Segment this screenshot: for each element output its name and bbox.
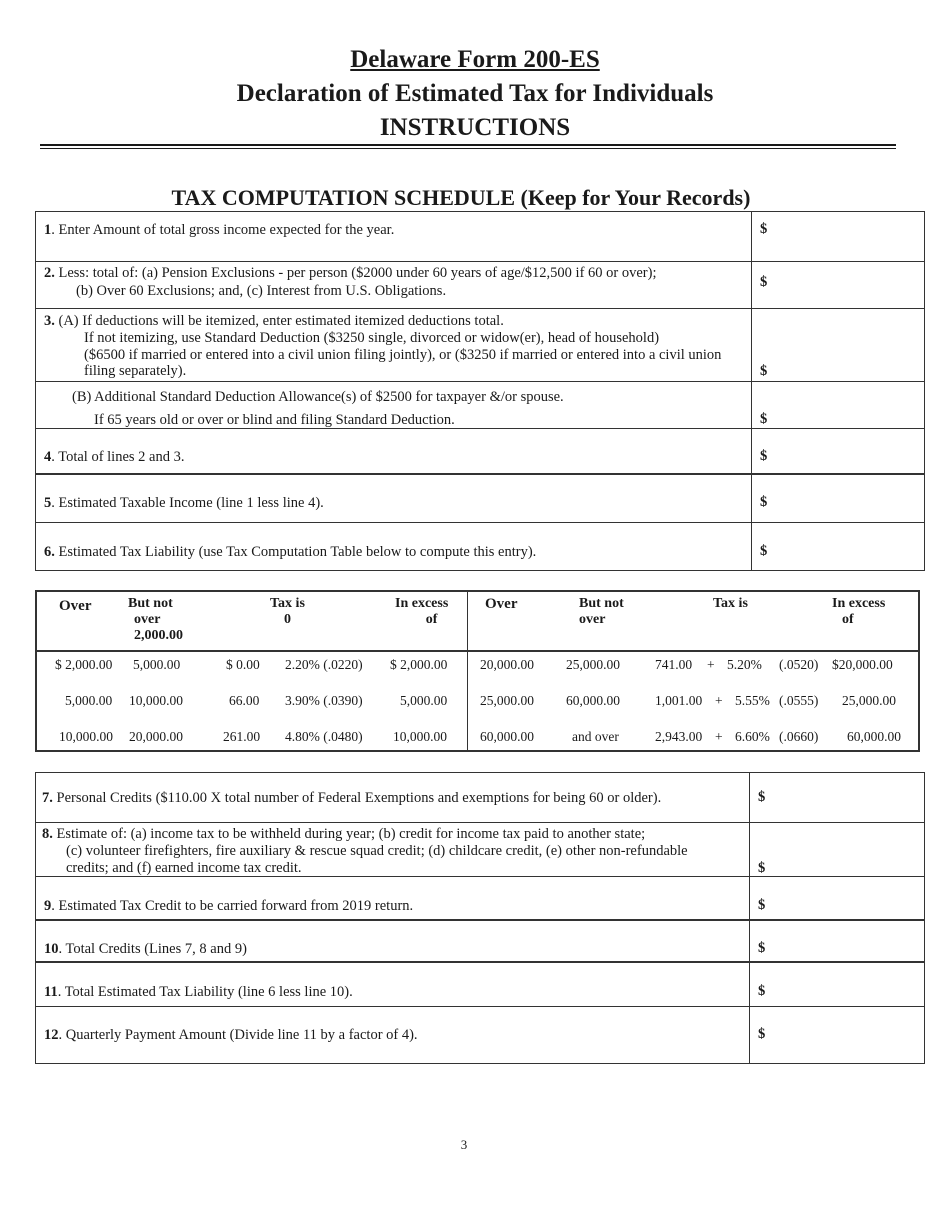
rate-cell: +: [715, 693, 723, 708]
rate-cell: 66.00: [229, 693, 260, 708]
tax-rate-table: [35, 590, 920, 752]
rate-cell: 741.00: [655, 657, 693, 672]
rate-cell: (.0660): [779, 729, 819, 744]
rate-cell: 25,000.00: [480, 693, 534, 708]
rate-cell: and over: [572, 729, 619, 744]
line-7-row: 7. Personal Credits ($110.00 X total number of Federal Exemptions and exemptions for being 60 or older). $: [42, 789, 766, 806]
rate-cell: $ 2,000.00: [390, 657, 448, 672]
rate-cell: 60,000.00: [480, 729, 534, 744]
rate-cell: 6.60%: [735, 729, 770, 744]
line-3a-amount[interactable]: $: [760, 363, 768, 379]
rate-cell: $ 2,000.00: [55, 657, 113, 672]
rate-cell: 5,000.00: [400, 693, 448, 708]
page-number: 3: [460, 1137, 468, 1152]
rate-cell: 261.00: [223, 729, 261, 744]
header-in-excess: In excess of: [395, 596, 449, 627]
header-but-not-over: But not over 2,000.00: [128, 596, 183, 643]
line-12-row: 12. Quarterly Payment Amount (Divide line 11 by a factor of 4). $: [36, 1006, 924, 1063]
line-4-amount[interactable]: $: [760, 448, 768, 464]
line-8-row: 8. Estimate of: (a) income tax to be withheld during year; (b) credit for income tax paid to another state; (c) volunteer firefighters, fire auxiliary & rescue squad credit; (d) childcare credit, (e) other non-refundable credits; and (f) earned income tax credit. $: [36, 822, 924, 877]
line-11-amount[interactable]: $: [758, 983, 766, 999]
rate-cell: $ 0.00: [226, 657, 260, 672]
rate-cell: 25,000.00: [566, 657, 620, 672]
schedule-top-box: [35, 211, 925, 571]
line-10-row: 10. Total Credits (Lines 7, 8 and 9) $: [36, 919, 924, 963]
header-in-excess-2: In excess of: [832, 596, 886, 627]
rate-cell: 60,000.00: [847, 729, 901, 744]
rate-cell: 5,000.00: [65, 693, 113, 708]
line-9-row: 9. Estimated Tax Credit to be carried forward from 2019 return. $: [36, 876, 924, 920]
line-4-row: 4. Total of lines 2 and 3. $: [36, 428, 924, 474]
rate-cell: 10,000.00: [393, 729, 447, 744]
line-9-amount[interactable]: $: [758, 897, 766, 913]
line-1-amount[interactable]: $: [760, 221, 768, 237]
line-11-row: 11. Total Estimated Tax Liability (line 6 less line 10). $: [36, 961, 924, 1007]
form-subtitle: Declaration of Estimated Tax for Individuals: [236, 80, 714, 107]
header-but-not-over-2: But not over: [579, 596, 624, 627]
line-7-amount[interactable]: $: [758, 789, 766, 805]
line-10-amount[interactable]: $: [758, 940, 766, 956]
line-3b-amount[interactable]: $: [760, 411, 768, 427]
rate-cell: 2.20% (.0220): [285, 657, 363, 672]
header-tax-is-2: Tax is: [713, 596, 748, 611]
header-rule: [40, 144, 896, 146]
rate-cell: $20,000.00: [832, 657, 893, 672]
rate-cell: 5.20%: [727, 657, 762, 672]
line-2-amount[interactable]: $: [760, 274, 768, 290]
rate-cell: 2,943.00: [655, 729, 703, 744]
header-rule-thin: [40, 148, 896, 149]
line-6-amount[interactable]: $: [760, 543, 768, 559]
header-over-2: Over: [485, 596, 518, 612]
rate-cell: 3.90% (.0390): [285, 693, 363, 708]
header-tax-is: Tax is 0: [270, 596, 305, 627]
rate-cell: 10,000.00: [59, 729, 113, 744]
line-8-amount[interactable]: $: [758, 860, 766, 876]
rate-cell: +: [707, 657, 715, 672]
line-1-row: 1. Enter Amount of total gross income expected for the year. $: [44, 221, 768, 238]
rate-cell: +: [715, 729, 723, 744]
rate-cell: 4.80% (.0480): [285, 729, 363, 744]
line-2-row: 2. Less: total of: (a) Pension Exclusions - per person ($2000 under 60 years of age/$12,500 if 60 or over); (b) Over 60 Exclusions; and, (c) Interest from U.S. Obligations. $: [36, 261, 924, 309]
rate-cell: 60,000.00: [566, 693, 620, 708]
schedule-bottom-box: [35, 772, 925, 1064]
instructions-heading: INSTRUCTIONS: [379, 114, 571, 141]
rate-cell: 20,000.00: [480, 657, 534, 672]
rate-cell: 25,000.00: [842, 693, 896, 708]
line-5-row: 5. Estimated Taxable Income (line 1 less line 4). $: [36, 473, 924, 523]
line-12-amount[interactable]: $: [758, 1026, 766, 1042]
line-3b-row: (B) Additional Standard Deduction Allowance(s) of $2500 for taxpayer &/or spouse. If 65 years old or over or blind and filing Standard Deduction. $: [36, 381, 924, 429]
rate-cell: (.0520): [779, 657, 819, 672]
schedule-title: TAX COMPUTATION SCHEDULE (Keep for Your Records): [171, 185, 751, 210]
rate-cell: (.0555): [779, 693, 819, 708]
rate-cell: 5,000.00: [133, 657, 181, 672]
form-title: Delaware Form 200-ES: [350, 46, 600, 73]
rate-cell: 1,001.00: [655, 693, 703, 708]
line-5-amount[interactable]: $: [760, 494, 768, 510]
line-6-row: 6. Estimated Tax Liability (use Tax Computation Table below to compute this entry). $: [36, 522, 924, 570]
rate-cell: 10,000.00: [129, 693, 183, 708]
rate-cell: 20,000.00: [129, 729, 183, 744]
header-over: Over: [59, 598, 92, 614]
line-3a-row: 3. (A) If deductions will be itemized, enter estimated itemized deductions total. If not itemizing, use Standard Deduction ($3250 single, divorced or widow(er), head of household) ($6500 if married or entered into a civil union filing jointly), or ($3250 if married or entered into a civil union filing separately). $: [36, 308, 924, 382]
rate-cell: 5.55%: [735, 693, 770, 708]
